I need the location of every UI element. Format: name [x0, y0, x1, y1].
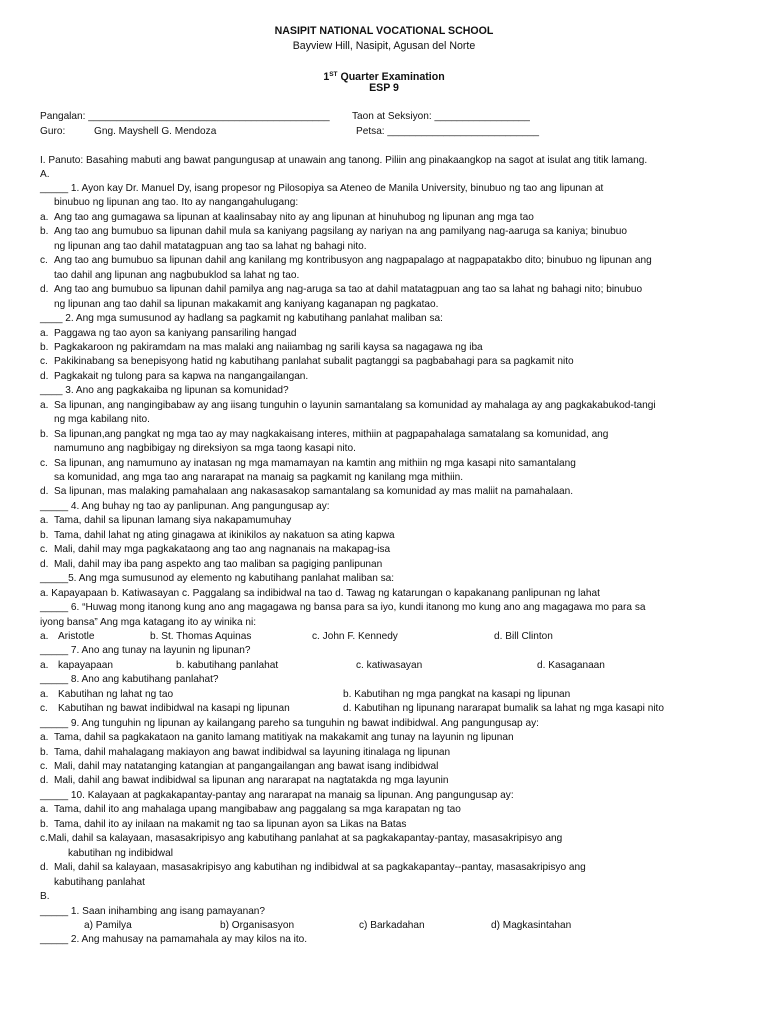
choice-text: Tama, dahil ito ay inilaan na makamit ng tao sa lipunan ayon sa Likas na Batas [54, 818, 407, 830]
question-line: B. [40, 891, 50, 903]
name-field[interactable]: Pangalan: ___________________________________________ [40, 111, 330, 122]
answer-choice: Kabutihan ng lahat ng tao [58, 688, 174, 700]
question-line: c.Mali, dahil sa kalayaan, masasakripisyo ang kabutihang panlahat at sa pagkakapantay-pantay, masasakripisyo ang [40, 833, 563, 845]
answer-choice [40, 862, 752, 874]
choice-letter: c. [40, 544, 48, 556]
exam-title: 1ST Quarter Examination [323, 71, 445, 83]
choice-letter: a. [40, 515, 49, 527]
choice-text: Pagkakait ng tulong para sa kapwa na nangangailangan. [54, 370, 309, 382]
answer-choice [40, 371, 752, 383]
teacher-label: Guro: [40, 126, 66, 137]
choice-letter: b. [40, 529, 49, 541]
choice-letter: d. [40, 370, 49, 382]
choice-text: Ang tao ang gumagawa sa lipunan at kaalinsabay nito ay ang lipunan at hinuhubog ng lipunan ang mga tao [54, 211, 534, 223]
answer-choice: b) Organisasyon [220, 919, 295, 931]
answer-choice: c) Barkadahan [359, 919, 425, 931]
question-line: _____ 9. Ang tunguhin ng lipunan ay kailangang pareho sa tunguhin ng bawat indibidwal. Ang pangungusap ay: [40, 717, 539, 729]
question-line: _____ 1. Saan inihambing ang isang pamayanan? [40, 905, 266, 917]
choice-letter: a. [40, 399, 49, 411]
answer-choice: c. katiwasayan [356, 659, 423, 671]
choice-text: Sa lipunan, ang nangingibabaw ay ang iisang tunguhin o layunin samantalang sa komunidad ay mahalaga ay ang pagkakabukod-tangi [54, 399, 656, 411]
answer-choice: c. John F. Kennedy [312, 630, 398, 642]
answer-choice: b. kabutihang panlahat [176, 659, 279, 671]
continuation-line: ng mga kabilang nito. [54, 414, 150, 426]
answer-choice [40, 530, 752, 542]
continuation-line: kabutihang panlahat [54, 876, 145, 888]
date-field[interactable]: Petsa: ___________________________ [356, 126, 539, 137]
answer-choice [40, 544, 752, 556]
choice-letter: d. [40, 284, 49, 296]
continuation-line: tao dahil ang lipunan ang nagbubuklod sa lahat ng tao. [54, 269, 300, 281]
choice-letter: a. [40, 732, 49, 744]
answer-choice: b. Kabutihan ng mga pangkat na kasapi ng lipunan [343, 688, 571, 700]
choice-letter: c. [40, 255, 48, 267]
answer-choice [40, 212, 752, 224]
choice-letter: b. [40, 226, 49, 238]
answer-choice [40, 328, 752, 340]
teacher-name: Gng. Mayshell G. Mendoza [94, 126, 217, 137]
choice-letter: a. [40, 211, 49, 223]
answer-choice [40, 804, 752, 816]
continuation-line: ng lipunan ang tao dahil matatagpuan ang tao sa lahat ng bahagi nito. [54, 240, 367, 252]
answer-choice [40, 761, 752, 773]
choice-letter: d. [40, 862, 49, 874]
instructions: I. Panuto: Basahing mabuti ang bawat pangungusap at unawain ang tanong. Piliin ang pinakaangkop na sagot at isulat ang titik lamang. [40, 155, 648, 166]
choice-letter: c. [40, 761, 48, 772]
part-a-heading: A. [40, 169, 50, 180]
answer-choice [40, 515, 752, 527]
choice-text: Tama, dahil mahalagang makiayon ang bawat indibidwal sa layuning itinalaga ng lipunan [54, 746, 451, 758]
choice-letter: a. [40, 327, 49, 339]
answer-choice: kapayapaan [58, 659, 114, 671]
answer-choice [40, 819, 752, 831]
choice-letter: c. [40, 356, 48, 368]
answer-choice [40, 226, 752, 238]
subject-title: ESP 9 [369, 82, 399, 94]
choice-text: Mali, dahil may mga pagkakataong ang tao ang nagnanais na makapag-isa [54, 544, 391, 556]
answer-choice: Kabutihan ng bawat indibidwal na kasapi ng lipunan [58, 703, 290, 715]
question-line: _____ 8. Ano ang kabutihang panlahat? [40, 674, 219, 686]
question-line: ____ 3. Ano ang pagkakaiba ng lipunan sa komunidad? [40, 385, 289, 397]
choice-text: Mali, dahil sa kalayaan, masasakripisyo ang kabutihan ng indibidwal at sa pagkakapantay--pantay, masasakripisyo ang [54, 862, 586, 874]
continuation-line: binubuo ng lipunan ang tao. Ito ay nangangahulugang: [54, 197, 299, 209]
answer-choice [40, 775, 752, 787]
choice-letter: b. [40, 818, 49, 830]
question-line: _____ 6. “Huwag mong itanong kung ano ang magagawa ng bansa para sa iyo, kundi itanong mo kung ano ang magagawa mo para sa [40, 602, 646, 614]
choice-text: Tama, dahil lahat ng ating ginagawa at ikinikilos ay nakatuon sa ating kapwa [54, 529, 395, 541]
choice-text: Sa lipunan, ang namumuno ay inatasan ng mga mamamayan na kamtin ang mithiin ng mga kasapi nito samantalang [54, 457, 576, 469]
choice-text: Ang tao ang bumubuo sa lipunan dahil mula sa kaniyang pagsilang ay nariyan na ang pamilyang nag-aaruga sa kaniya; binubuo [54, 226, 627, 238]
choice-text: Paggawa ng tao ayon sa kaniyang pansariling hangad [54, 327, 297, 339]
answer-choice [40, 356, 752, 368]
answer-choice [40, 429, 752, 441]
continuation-line: kabutihan ng indibidwal [68, 847, 173, 859]
choice-letter: c. [40, 457, 48, 469]
choice-text: Mali, dahil ang bawat indibidwal sa lipunan ang nararapat na nagtatakda ng mga layunin [54, 775, 449, 787]
school-name: NASIPIT NATIONAL VOCATIONAL SCHOOL [274, 25, 494, 37]
question-line: _____ 7. Ano ang tunay na layunin ng lipunan? [40, 645, 251, 657]
question-line: _____ 2. Ang mahusay na pamamahala ay may kilos na ito. [40, 934, 308, 946]
question-line: _____ 10. Kalayaan at pagkakapantay-pantay ang nararapat na manaig sa lipunan. Ang pangungusap ay: [40, 789, 514, 801]
option-letter: a. [40, 630, 49, 642]
question-line: _____5. Ang mga sumusunod ay elemento ng kabutihang panlahat maliban sa: [40, 573, 395, 585]
answer-choice [40, 284, 752, 296]
option-letter: a. [40, 688, 49, 700]
choice-text: Sa lipunan, mas malaking pamahalaan ang nakasasakop samantalang sa komunidad ay mas maliit na pamahalaan. [54, 486, 574, 498]
question-line: _____ 4. Ang buhay ng tao ay panlipunan. Ang pangungusap ay: [40, 500, 330, 512]
choice-text: Tama, dahil ito ang mahalaga upang mangibabaw ang paggalang sa mga karapatan ng tao [54, 804, 461, 816]
choice-letter: d. [40, 558, 49, 570]
choice-text: Ang tao ang bumubuo sa lipunan dahil ang kanilang mg kontribusyon ang nagpapalago at nagpapatakbo dito; binubuo ng lipunan ang [54, 255, 652, 267]
question-line: a. Kapayapaan b. Katiwasayan c. Paggalang sa indibidwal na tao d. Tawag ng katarungan o kapakanang panlipunan ng lahat [40, 587, 600, 599]
choice-text: Tama, dahil sa pagkakataon na ganito lamang matitiyak na makakamit ang tunay na layunin ng lipunan [54, 732, 514, 744]
question-line: iyong bansa” Ang mga katagang ito ay winika ni: [40, 616, 257, 628]
year-section-field[interactable]: Taon at Seksiyon: _________________ [352, 111, 530, 122]
option-letter: a. [40, 659, 49, 671]
choice-text: Sa lipunan,ang pangkat ng mga tao ay may nagkakaisang interes, mithiin at pagpapahalaga samatalang sa komunidad, ang [54, 428, 609, 440]
choice-text: Mali, dahil may iba pang aspekto ang tao maliban sa pagiging panlipunan [54, 558, 383, 570]
answer-choice: Aristotle [58, 630, 95, 642]
choice-letter: d. [40, 775, 49, 787]
choice-letter: a. [40, 804, 49, 816]
choice-text: Pagkakaroon ng pakiramdam na mas malaki ang naiiambag ng sarili kaysa sa nagagawa ng iba [54, 341, 483, 353]
answer-choice [40, 486, 752, 498]
answer-choice: b. St. Thomas Aquinas [150, 630, 252, 642]
answer-choice [40, 255, 752, 267]
answer-choice [40, 400, 752, 412]
choice-letter: b. [40, 428, 49, 440]
answer-choice: d. Bill Clinton [494, 630, 553, 642]
answer-choice [40, 458, 752, 470]
continuation-line: namumuno ang nagbibigay ng direksiyon sa mga taong kasapi nito. [54, 443, 356, 455]
choice-text: Pakikinabang sa benepisyong hatid ng kabutihang panlahat subalit pagtanggi sa pagbabahagi para sa pagkamit nito [54, 356, 574, 368]
school-address: Bayview Hill, Nasipit, Agusan del Norte [292, 40, 476, 52]
continuation-line: sa komunidad, ang mga tao ang nararapat na manaig sa pagkamit ng kanilang mga mithiin. [54, 472, 464, 483]
answer-choice [40, 559, 752, 571]
choice-text: Ang tao ang bumubuo sa lipunan dahil pamilya ang nag-aruga sa tao at dahil matatagpuan ang tao sa lahat ng bahagi nito; binubuo [54, 284, 643, 296]
answer-choice [40, 747, 752, 759]
answer-choice: a) Pamilya [84, 919, 132, 931]
choice-letter: b. [40, 341, 49, 353]
choice-text: Mali, dahil may natatanging katangian at pangangailangan ang bawat isang indibidwal [54, 761, 439, 772]
choice-text: Tama, dahil sa lipunan lamang siya nakapamumuhay [54, 515, 292, 527]
choice-letter: b. [40, 746, 49, 758]
answer-choice: d) Magkasintahan [491, 919, 572, 931]
continuation-line: ng lipunan ang tao dahil sa lipunan makakamit ang kaniyang kaganapan ng pagkatao. [54, 298, 439, 310]
option-letter: c. [40, 703, 48, 715]
question-line: ____ 2. Ang mga sumusunod ay hadlang sa pagkamit ng kabutihang panlahat maliban sa: [40, 313, 443, 325]
answer-choice: d. Kasaganaan [537, 659, 605, 671]
question-line: _____ 1. Ayon kay Dr. Manuel Dy, isang propesor ng Pilosopiya sa Ateneo de Manila University, binubuo ng tao ang lipunan at [40, 183, 604, 194]
answer-choice [40, 732, 752, 744]
answer-choice [40, 342, 752, 354]
answer-choice: d. Kabutihan ng lipunang nararapat bumalik sa lahat ng mga kasapi nito [343, 703, 664, 715]
choice-letter: d. [40, 486, 49, 498]
